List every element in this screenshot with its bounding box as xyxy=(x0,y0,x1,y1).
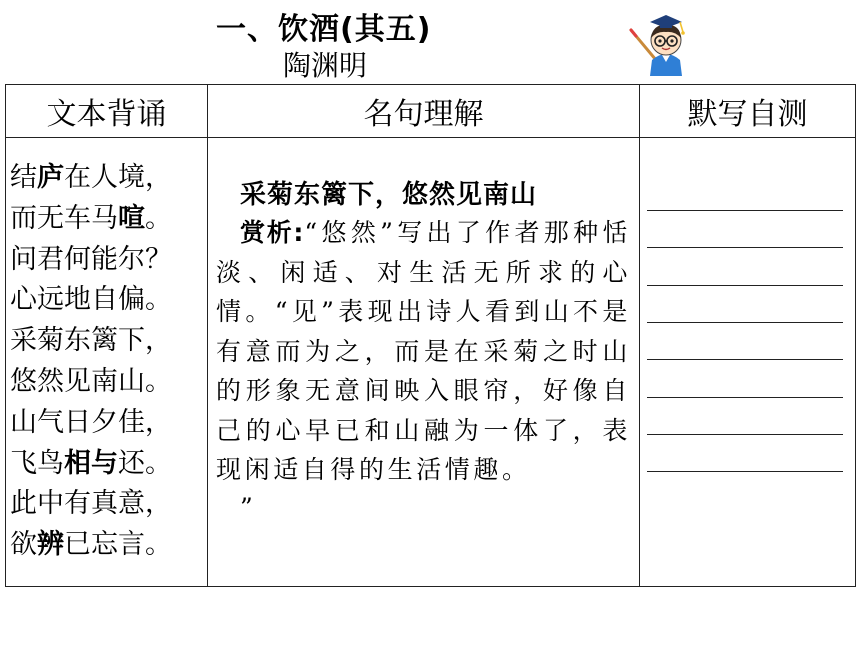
famous-line: 采菊东篱下，悠然见南山 xyxy=(240,180,538,210)
poem-line-text: 问君何能尔？ xyxy=(10,243,172,275)
analysis-cell xyxy=(208,138,640,587)
answer-blank-line[interactable] xyxy=(647,434,843,435)
header-self-test: 默写自测 xyxy=(640,85,856,138)
poem-line-text: 山气日夕佳， xyxy=(10,406,172,438)
poem-line-text: 飞鸟 xyxy=(10,447,64,479)
study-table xyxy=(5,84,856,587)
poem-key-word: 相与 xyxy=(64,447,118,479)
poem-line xyxy=(10,403,207,444)
analysis-text: “悠然”写出了作者那种恬淡、闲适、对生活无所求的心情。“见”表现出诗人看到山不是有意而为之，而是在采菊之时山的形象无意间映入眼帘，好像自己的心早已和山融为一体了，表现闲适自得的生活情趣。 xyxy=(216,218,631,484)
poem-line xyxy=(10,280,207,321)
answer-blank-line[interactable] xyxy=(647,322,843,323)
table-header-row xyxy=(6,85,856,138)
header-recite: 文本背诵 xyxy=(6,85,208,138)
poem-key-word: 庐 xyxy=(37,162,64,193)
analysis-label: 赏析: xyxy=(240,218,305,247)
graduate-boy-with-pointer-icon xyxy=(628,10,698,76)
answer-blank-line[interactable] xyxy=(647,471,843,472)
answer-blank-line[interactable] xyxy=(647,247,843,248)
poem-line xyxy=(10,362,207,403)
poem-line-text: 采菊东篱下， xyxy=(10,325,172,357)
closing-quote: ” xyxy=(240,492,253,522)
poem-author: 陶渊明 xyxy=(283,49,368,82)
poem-cell xyxy=(6,138,208,587)
poem-line-text: 已忘言。 xyxy=(64,529,172,561)
poem-line xyxy=(10,321,207,362)
poem-line xyxy=(10,525,207,566)
answer-blank-line[interactable] xyxy=(647,285,843,286)
poem-line xyxy=(10,444,207,485)
poem-text xyxy=(6,138,207,566)
poem-line-text: 心远地自偏。 xyxy=(10,284,172,316)
poem-line-text: 而无车马 xyxy=(10,202,118,234)
answer-blank-line[interactable] xyxy=(647,210,843,211)
poem-line xyxy=(10,199,207,240)
poem-line-text: 欲 xyxy=(10,529,37,561)
poem-line-text: 还。 xyxy=(118,447,172,479)
analysis-paragraph xyxy=(216,213,631,490)
page-title: 一、饮酒(其五) xyxy=(216,12,432,47)
poem-key-word: 喧 xyxy=(118,202,145,234)
poem-line-text: 在人境， xyxy=(64,162,172,193)
answer-blank-line[interactable] xyxy=(647,397,843,398)
poem-line xyxy=(10,158,207,199)
answer-blank-line[interactable] xyxy=(647,359,843,360)
poem-line xyxy=(10,240,207,281)
poem-line-text: 此中有真意， xyxy=(10,488,172,520)
poem-line-text: 悠然见南山。 xyxy=(10,365,172,397)
poem-line-text: 。 xyxy=(145,202,172,234)
poem-key-word: 辨 xyxy=(37,529,64,561)
table-body-row xyxy=(6,138,856,587)
header-understanding: 名句理解 xyxy=(208,85,640,138)
poem-line-text: 结 xyxy=(10,162,37,193)
poem-line xyxy=(10,484,207,525)
self-test-cell xyxy=(640,138,856,587)
